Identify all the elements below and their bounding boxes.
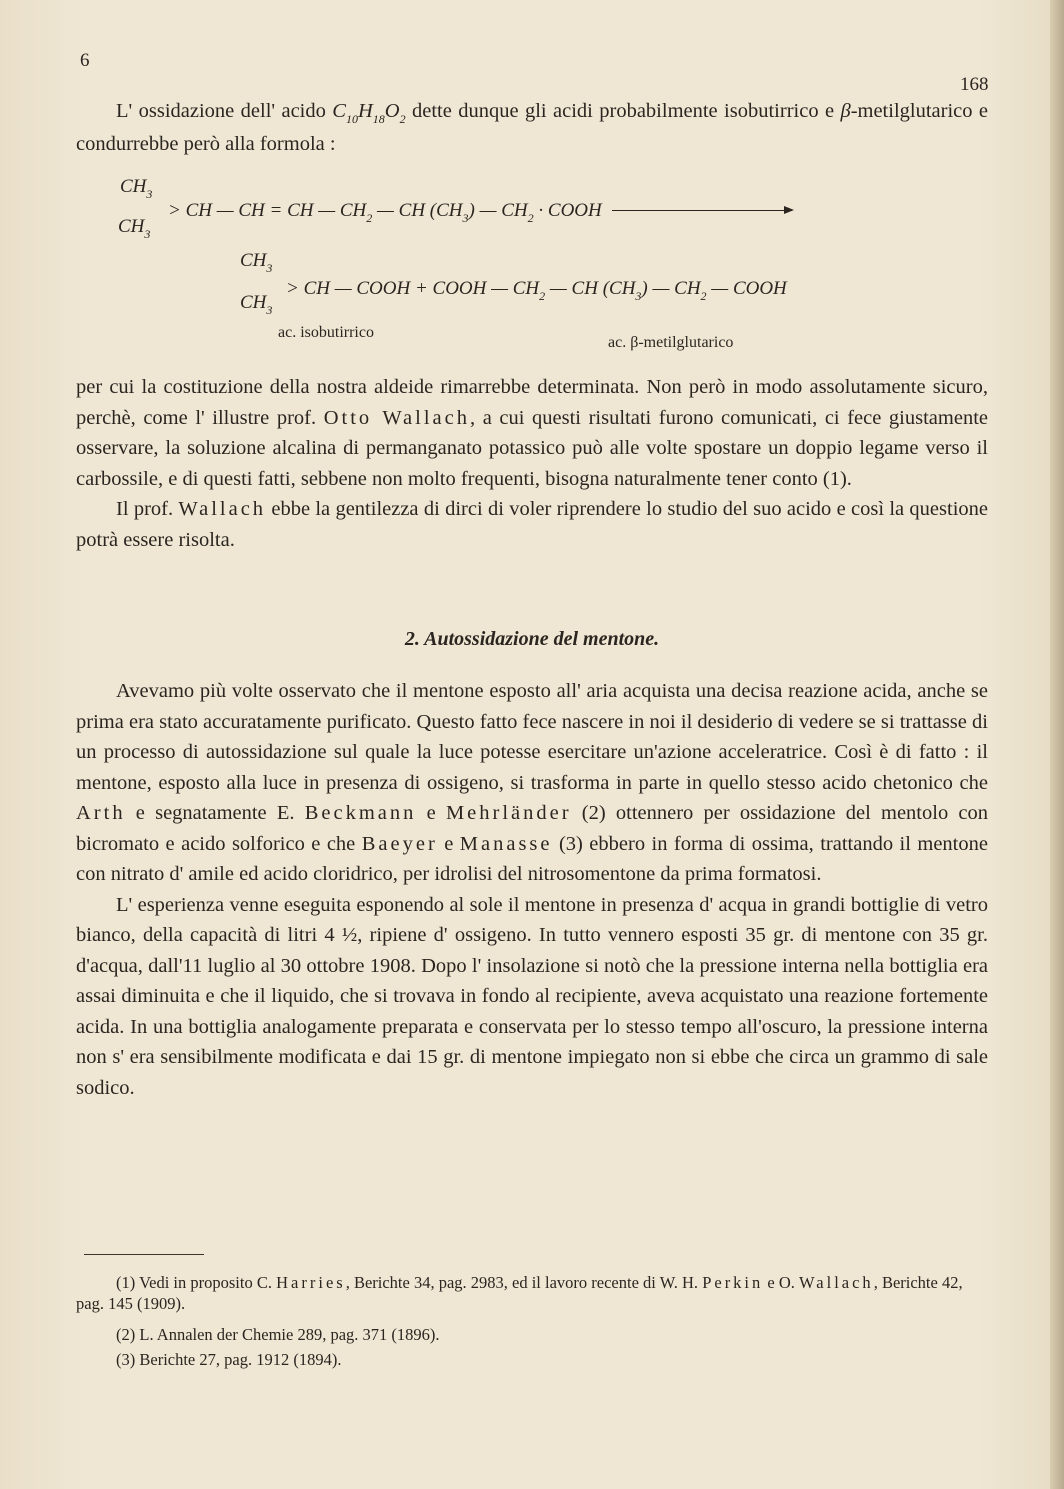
r2-ch3-bottom: $CH_3$ xyxy=(240,292,273,317)
section-title: 2. Autossidazione del mentone. xyxy=(404,628,660,650)
paragraph-1: per cui la costituzione della nostra aldeide rimarrebbe determinata. Non però in modo assolutamente sicuro, perchè, come l' illustre prof. Otto Wallach, a cui questi risultati furono comunicati, ci fece giustamente osservare, la soluzione alcalina di permanganato potassico può alle volte spostare un doppio legame verso il carbossile, e di questi fatti, sebbene non molto frequenti, bisogna naturalmente tener conto (1). Il prof. Wallach ebbe la gentilezza di dirci di voler riprendere lo studio del suo acido e così la questione potrà essere risolta. xyxy=(76,376,988,551)
r1-chain: > CH — CH = CH — $CH_2$ — CH $(CH_3)$ — $CH_2$ · COOH xyxy=(168,200,792,222)
footnote-rule xyxy=(84,1254,204,1255)
footnote-3: (3) Berichte 27, pag. 1912 (1894). xyxy=(116,1350,342,1369)
page-number-right: 168 xyxy=(960,74,989,95)
reaction-arrow xyxy=(612,210,792,211)
r2-ch3-top: $CH_3$ xyxy=(240,250,273,275)
author-mehrlander: Mehrländer xyxy=(445,802,572,824)
beta-symbol: β xyxy=(840,100,851,122)
author-wallach: Otto Wallach xyxy=(323,406,470,429)
r1-ch3-top: $CH_3$ xyxy=(120,176,153,201)
label-metilglutarico: ac. β-metilglutarico xyxy=(608,334,734,351)
footnote-2: (2) L. Annalen der Chemie 289, pag. 371 (1896). xyxy=(116,1325,440,1344)
page-edge xyxy=(1050,0,1064,1489)
author-wallach-2: Wallach xyxy=(178,498,267,520)
intro-text-3: -metilglutarico e condurrebbe però alla formola : xyxy=(76,100,989,155)
intro-text-2: dette dunque gli acidi probabilmente isobutirrico e xyxy=(405,100,841,122)
author-manasse: Manasse xyxy=(459,832,553,855)
formula: $C_{10}H_{18}O_2$ xyxy=(332,100,406,126)
page-number-left: 6 xyxy=(80,50,90,71)
r2-chain: > CH — COOH + COOH — $CH_2$ — CH $(CH_3)$ — $CH_2$ — COOH xyxy=(286,278,787,303)
author-arth: Arth xyxy=(76,802,126,824)
paragraph-3: Avevamo più volte osservato che il mentone esposto all' aria acquista una decisa reazione acida, anche se prima era stato accuratamente purificato. Questo fatto fece nascere in noi il desiderio di vedere se si trattasse di un processo di autossidazione sul quale la luce potesse esercitare un'azione acceleratrice. Così è di fatto : il mentone, esposto alla luce in presenza di ossigeno, si trasforma in parte in quello stesso acido chetonico che Arth e segnatamente E. Beckmann e Mehrländer (2) ottennero per ossidazione del mentolo con bicromato e acido solforico e che Baeyer e Manasse (3) ebbero in forma di ossima, trattando il mentone con nitrato d' amile ed acido cloridrico, per idrolisi del nitrosomentone da prima formatosi. L' esperienza venne eseguita esponendo al sole il mentone in presenza d' acqua in grandi bottiglie di vetro bianco, della capacità di litri 4 ½, ripiene d' ossigeno. In tutto vennero esposti 35 gr. di mentone con 35 gr. d'acqua, dall'11 luglio al 30 ottobre 1908. Dopo l' insolazione si notò che la pressione interna nella bottiglia era assai diminuita e che il liquido, che si trovava in fondo al recipiente, aveva acquistato una reazione fortemente acida. In una bottiglia analogamente preparata e conservata per lo stesso tempo all'oscuro, la pressione interna non s' era sensibilmente modificata e dai 15 gr. di mentone impiegato non si ebbe che circa un grammo di sale sodico. xyxy=(76,680,989,1099)
intro-paragraph xyxy=(76,96,988,159)
r1-ch3-bottom: $CH_3$ xyxy=(118,216,151,241)
footnotes xyxy=(76,1272,988,1370)
fraction-half: ½ xyxy=(341,924,358,946)
author-beckmann: Beckmann xyxy=(304,802,417,824)
intro-text-1: L' ossidazione dell' acido xyxy=(116,100,333,122)
label-isobutirrico: ac. isobutirrico xyxy=(278,324,374,341)
author-baeyer: Baeyer xyxy=(361,832,438,855)
footnote-1: (1) Vedi in proposito C. Harries, Berichte 34, pag. 2983, ed il lavoro recente di W. H. Perkin e O. Wallach, Berichte 42, pag. 145 (1909). xyxy=(76,1273,963,1313)
